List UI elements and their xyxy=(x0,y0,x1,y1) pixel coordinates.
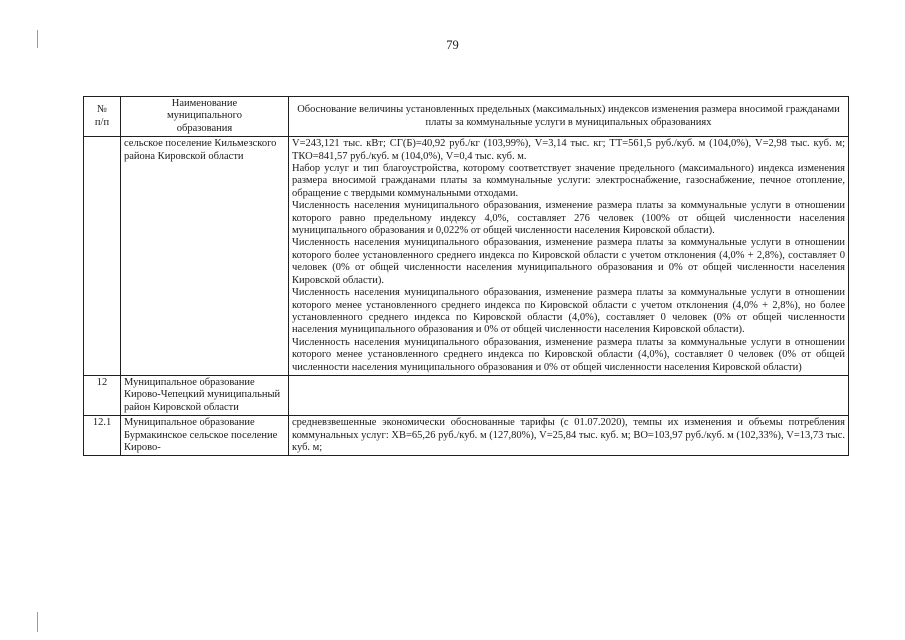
scan-edge-mark xyxy=(37,30,38,48)
header-number-text: № п/п xyxy=(94,104,110,128)
row-justification xyxy=(289,137,849,376)
justification-paragraph: Набор услуг и тип благоустройства, которому соответствует значение предельного (максимального) индекса изменения размера вносимой гражданами платы за коммунальные услуги: электроснабжение, газоснабжение, печное отопление, обращение с твердыми коммунальными отходами. xyxy=(292,163,845,199)
page-number: 79 xyxy=(446,38,459,52)
header-municipality-name xyxy=(121,97,289,137)
justification-paragraph: средневзвешенные экономически обоснованные тарифы (с 01.07.2020), темпы их изменения и объемы потребления коммунальных услуг: ХВ=65,26 руб./куб. м (127,80%), V=25,84 тыс. куб. м; ВО=103,97 руб./куб. м (102,33%), V=13,73 тыс. куб. м; xyxy=(292,417,845,453)
row-number: 12 xyxy=(84,375,121,415)
table-row xyxy=(84,416,849,456)
justification-paragraph: Численность населения муниципального образования, изменение размера платы за коммунальные услуги в отношении которого менее установленного среднего индекса по Кировской области с учетом отклонения (4,0% + 2,8%), но более установленного среднего индекса по Кировской области (4,0%), составляет 0 человек (0% от общей численности населения муниципального образования и 0% от общей численности населения Кировской области). xyxy=(292,287,845,336)
table-row xyxy=(84,375,849,415)
row-justification xyxy=(289,416,849,456)
justification-paragraph: Численность населения муниципального образования, изменение размера платы за коммунальные услуги в отношении которого более установленного среднего индекса по Кировской области с учетом отклонения (4,0% + 2,8%), составляет 0 человек (0% от общей численности населения муниципального образования и 0% от общей численности населения Кировской области). xyxy=(292,237,845,286)
header-number xyxy=(84,97,121,137)
justification-paragraph: V=243,121 тыс. кВт; СГ(Б)=40,92 руб./кг (103,99%), V=3,14 тыс. кг; ТТ=561,5 руб./куб. м (104,0%), V=2,98 тыс. куб. м; ТКО=841,57 руб./куб. м (104,0%), V=0,4 тыс. куб. м. xyxy=(292,138,845,162)
row-number: 12.1 xyxy=(84,416,121,456)
table-header-row xyxy=(84,97,849,137)
header-name-text: Наименование муниципального образования xyxy=(167,98,242,134)
justification-paragraph: Численность населения муниципального образования, изменение размера платы за коммунальные услуги в отношении которого менее установленного среднего индекса по Кировской области (4,0%), составляет 0 человек (0% от общей численности населения муниципального образования и 0% от общей численности населения Кировской области) xyxy=(292,336,845,373)
row-justification xyxy=(289,375,849,415)
tariff-justification-table xyxy=(83,96,849,456)
header-justification-text: Обоснование величины установленных предельных (максимальных) индексов изменения размера вносимой гражданами платы за коммунальные услуги в муниципальных образованиях xyxy=(297,104,840,128)
row-municipality-name: сельское поселение Кильмезского района Кировской области xyxy=(121,137,289,376)
row-number xyxy=(84,137,121,376)
row-municipality-name: Муниципальное образование Бурмакинское сельское поселение Кирово- xyxy=(121,416,289,456)
justification-paragraph: Численность населения муниципального образования, изменение размера платы за коммунальные услуги в отношении которого равно предельному индексу 4,0%, составляет 276 человек (100% от общей численности населения муниципального образования и 0,022% от общей численности населения Кировской области). xyxy=(292,200,845,237)
row-municipality-name: Муниципальное образование Кирово-Чепецкий муниципальный район Кировской области xyxy=(121,375,289,415)
header-justification xyxy=(289,97,849,137)
table-row xyxy=(84,137,849,376)
scan-edge-mark xyxy=(37,612,38,632)
